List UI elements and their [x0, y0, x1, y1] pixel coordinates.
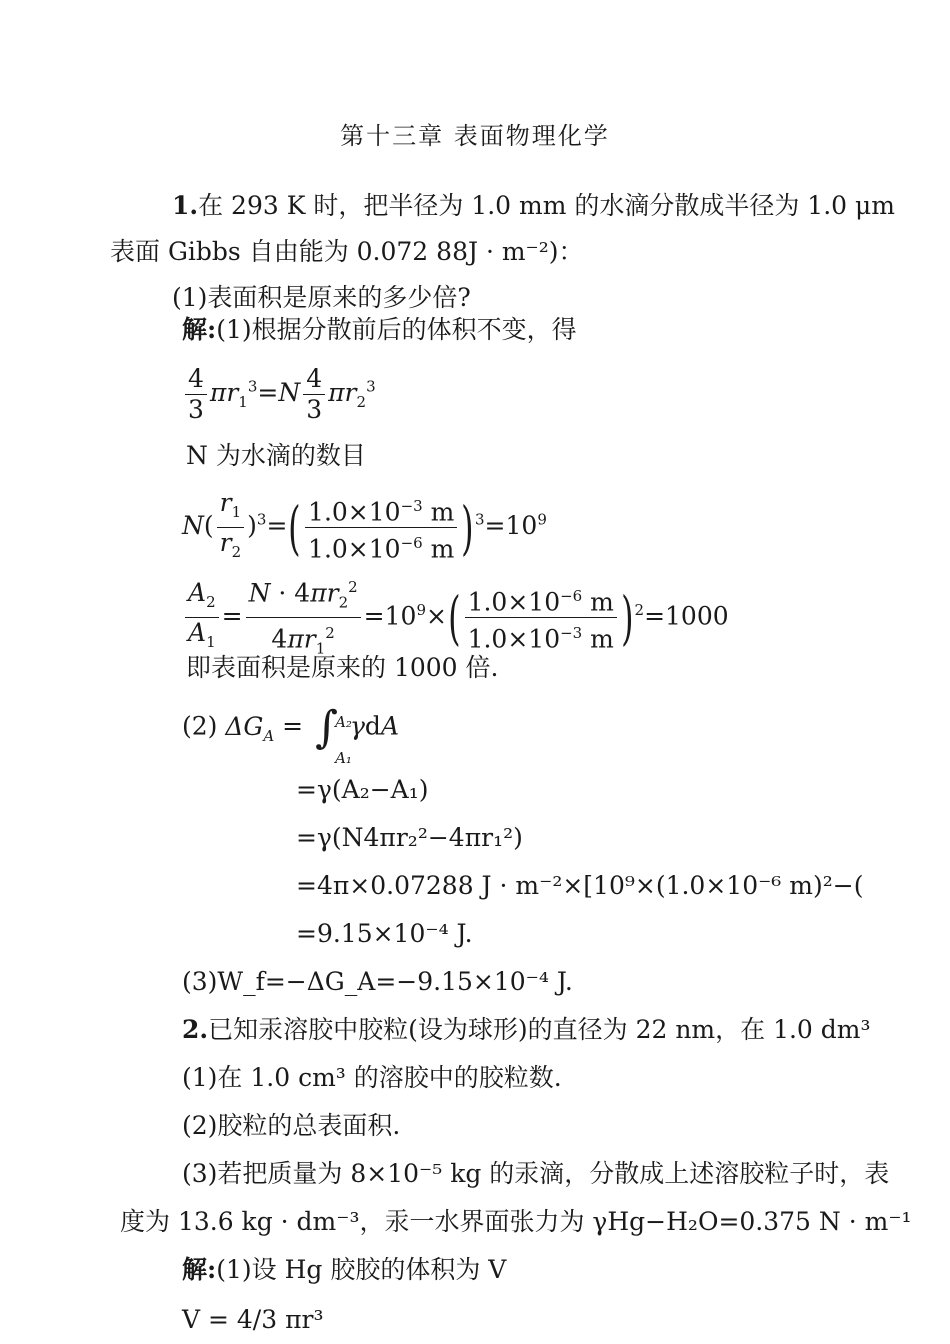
conclusion-text: 即表面积是原来的 1000 倍.	[186, 653, 499, 682]
problem-1-line-1	[172, 190, 895, 222]
chapter-title: 第十三章 表面物理化学	[340, 122, 610, 150]
solution-label: 解:	[182, 315, 217, 344]
volume-formula: V = 4/3 πr³	[182, 1305, 324, 1334]
problem-2-solution-intro	[182, 1254, 506, 1286]
problem-1-solution-intro	[182, 314, 577, 346]
fraction-four-thirds: $\frac{4}{3}$	[185, 364, 207, 425]
solution-text: (1)设 Hg 胶胶的体积为 V	[216, 1255, 507, 1284]
gibbs-step-1: =γ(A₂−A₁)	[296, 775, 429, 804]
gibbs-result: =9.15×10⁻⁴ J.	[296, 919, 473, 948]
n-definition: N 为水滴的数目	[186, 441, 366, 470]
problem-1-line-2: 表面 Gibbs 自由能为 0.072 88J · m⁻²)：	[110, 237, 584, 266]
solution-label: 解:	[182, 1255, 217, 1284]
fraction-four-thirds: $\frac{4}{3}$	[303, 364, 325, 425]
problem-2-question-3-cont: 度为 13.6 kg · dm⁻³，汞一水界面张力为 γHg−H₂O=0.375 N · m⁻¹	[120, 1207, 912, 1236]
problem-2-number: 2.	[182, 1015, 209, 1044]
problem-1-number: 1.	[172, 191, 199, 220]
problem-2-question-1: (1)在 1.0 cm³ 的溶胶中的胶粒数.	[182, 1063, 562, 1092]
solution-text: (1)根据分散前后的体积不变，得	[216, 315, 577, 344]
problem-1-question-1: (1)表面积是原来的多少倍?	[172, 283, 471, 312]
area-ratio-equation: $\frac{A_2}{A_1}$ = $\frac{N \cdot 4\pi r_2^2}{4\pi r_1^2}$ $=10^9\times$( $\frac{1.0\times 10^{-6} m}{1.0\times 10^{-3} m}$ )$^2$=1000	[182, 572, 729, 664]
problem-2-question-2: (2)胶粒的总表面积.	[182, 1111, 401, 1140]
problem-2-line-1	[182, 1014, 871, 1046]
gibbs-step-3: =4π×0.07288 J · m⁻²×[10⁹×(1.0×10⁻⁶ m)²−(	[296, 871, 864, 900]
work-equation: (3)W_f=−ΔG_A=−9.15×10⁻⁴ J.	[182, 967, 573, 996]
gibbs-step-2: =γ(N4πr₂²−4πr₁²)	[296, 823, 523, 852]
volume-equation: $\frac{4}{3}$ $\pi r_1^3=N$ $\frac{4}{3}$ $\pi r_2^3$	[182, 364, 376, 425]
n-equation: N( $\frac{r_1}{r_2}$ )$^3$=( $\frac{1.0\times 10^{-3} m}{1.0\times 10^{-6} m}$ )$^3=10^9$	[182, 488, 547, 564]
problem-1-text: 在 293 K 时，把半径为 1.0 mm 的水滴分散成半径为 1.0 μm	[198, 191, 895, 220]
problem-2-question-3: (3)若把质量为 8×10⁻⁵ kg 的汞滴，分散成上述溶胶粒子时，表	[182, 1159, 890, 1188]
gibbs-integral: (2) $\Delta G_A$ = ∫ A₂ A₁ γdA	[182, 702, 399, 767]
problem-2-text: 已知汞溶胶中胶粒(设为球形)的直径为 22 nm，在 1.0 dm³	[208, 1015, 871, 1044]
